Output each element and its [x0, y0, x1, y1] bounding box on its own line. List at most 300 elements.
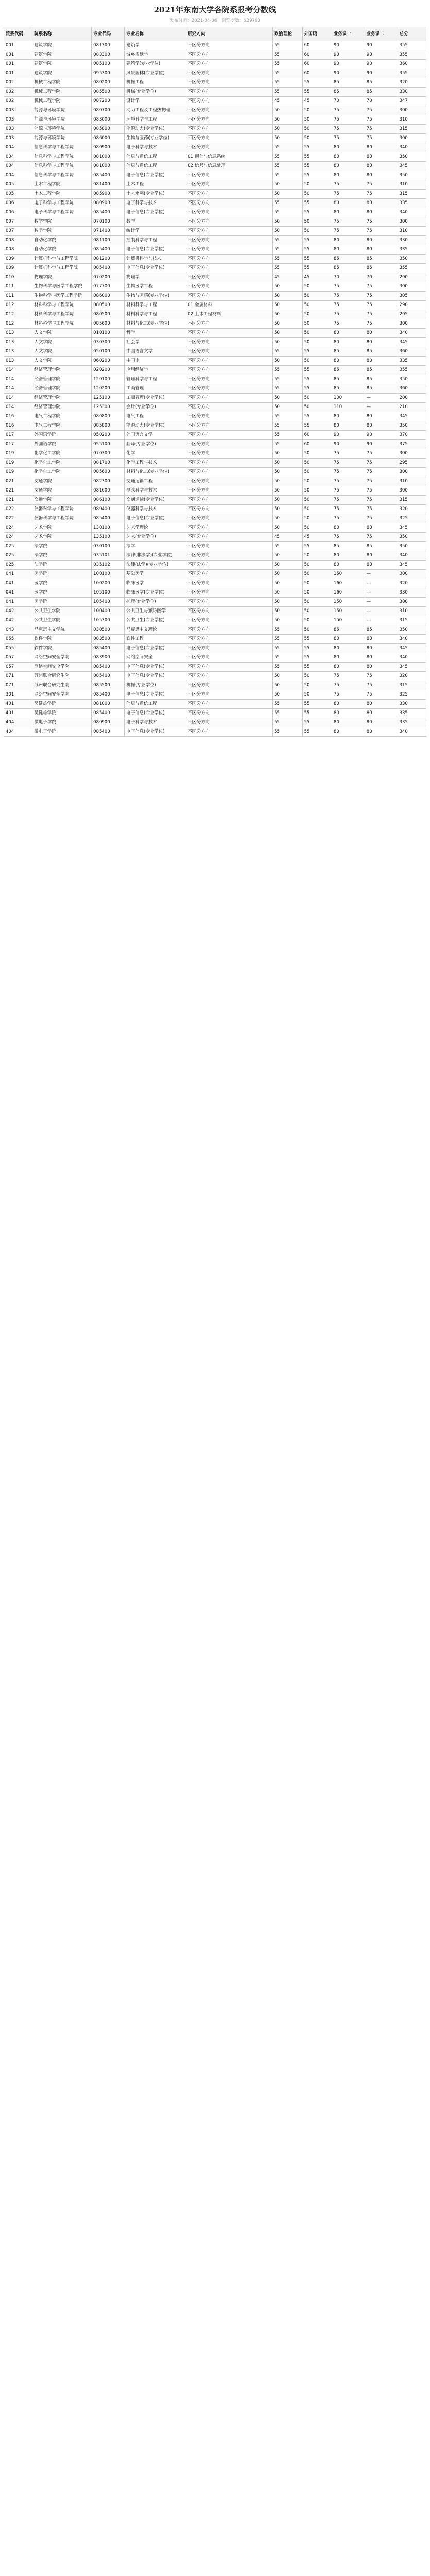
table-cell: 012	[4, 319, 32, 329]
table-cell: 083900	[92, 653, 125, 663]
table-cell: 80	[365, 421, 398, 431]
table-cell: 电子信息(专业学位)	[124, 663, 186, 672]
table-cell: 55	[273, 431, 302, 440]
table-row	[4, 644, 426, 653]
table-cell: 030100	[92, 542, 125, 551]
table-cell: 电子科学与技术	[124, 718, 186, 727]
table-row	[4, 50, 426, 60]
table-cell: 85	[365, 347, 398, 357]
table-cell: 006	[4, 208, 32, 217]
table-cell: 电子信息(专业学位)	[124, 514, 186, 523]
table-cell: 75	[365, 227, 398, 236]
table-cell: 85	[365, 88, 398, 97]
table-cell: 80	[365, 644, 398, 653]
table-row	[4, 477, 426, 486]
table-cell: 315	[398, 496, 426, 505]
table-cell: 材料科学与工程学院	[32, 301, 92, 310]
table-cell: 55	[273, 709, 302, 718]
table-cell: 315	[398, 125, 426, 134]
table-cell: 003	[4, 106, 32, 115]
table-cell: 网络空间安全	[124, 653, 186, 663]
table-cell: 75	[332, 125, 365, 134]
table-cell: 不区分方向	[186, 625, 273, 635]
table-cell: 50	[273, 570, 302, 579]
table-cell: 335	[398, 245, 426, 255]
table-cell: 不区分方向	[186, 440, 273, 449]
table-cell: 50	[273, 310, 302, 319]
table-cell: 电子信息(专业学位)	[124, 727, 186, 737]
table-cell: 081100	[92, 236, 125, 245]
table-cell: 城乡规划学	[124, 50, 186, 60]
table-cell: 不区分方向	[186, 681, 273, 690]
table-cell: 081000	[92, 162, 125, 171]
table-cell: 不区分方向	[186, 282, 273, 292]
table-row	[4, 607, 426, 616]
table-cell: 不区分方向	[186, 672, 273, 681]
table-cell: 70	[332, 97, 365, 106]
table-row	[4, 496, 426, 505]
table-cell: 机械工程学院	[32, 88, 92, 97]
table-cell: 350	[398, 255, 426, 264]
table-cell: 55	[302, 152, 332, 162]
table-cell: 中国语言文学	[124, 347, 186, 357]
table-cell: 085800	[92, 421, 125, 431]
table-cell: 083500	[92, 635, 125, 644]
table-cell: 50	[273, 180, 302, 190]
table-cell: 75	[332, 514, 365, 523]
table-cell: 80	[365, 236, 398, 245]
table-cell: 不区分方向	[186, 421, 273, 431]
table-cell: 材料与化工(专业学位)	[124, 319, 186, 329]
table-cell: 55	[273, 245, 302, 255]
table-row	[4, 542, 426, 551]
score-table	[4, 27, 426, 737]
table-cell: 不区分方向	[186, 97, 273, 106]
table-cell: 080900	[92, 199, 125, 208]
table-row	[4, 384, 426, 394]
table-cell: 50	[302, 459, 332, 468]
table-cell: 320	[398, 78, 426, 88]
table-cell: 030300	[92, 338, 125, 347]
column-header: 专业代码	[92, 27, 125, 41]
table-cell: 014	[4, 375, 32, 384]
table-cell: 50	[302, 672, 332, 681]
table-row	[4, 347, 426, 357]
table-cell: 50	[302, 292, 332, 301]
table-cell: 355	[398, 41, 426, 50]
column-header: 总分	[398, 27, 426, 41]
table-cell: 083300	[92, 50, 125, 60]
table-cell: 控制科学与工程	[124, 236, 186, 245]
table-cell: 电子信息(专业学位)	[124, 644, 186, 653]
table-cell: 45	[273, 273, 302, 282]
table-cell: 工商管理	[124, 384, 186, 394]
table-cell: 019	[4, 468, 32, 477]
table-cell: 不区分方向	[186, 319, 273, 329]
table-cell: 计算机科学与工程学院	[32, 264, 92, 273]
table-cell: 不区分方向	[186, 700, 273, 709]
table-cell: 80	[365, 162, 398, 171]
table-cell: 经济管理学院	[32, 366, 92, 375]
table-cell: 290	[398, 301, 426, 310]
table-cell: 50	[302, 106, 332, 115]
table-cell: 机械工程	[124, 78, 186, 88]
table-cell: 010	[4, 273, 32, 282]
table-cell: 315	[398, 681, 426, 690]
table-cell: 物理学院	[32, 273, 92, 282]
table-cell: 55	[302, 171, 332, 180]
table-cell: 350	[398, 421, 426, 431]
table-cell: 085600	[92, 319, 125, 329]
table-row	[4, 273, 426, 282]
table-cell: 325	[398, 690, 426, 700]
table-cell: 90	[365, 69, 398, 78]
table-cell: 011	[4, 292, 32, 301]
table-cell: 50	[302, 319, 332, 329]
table-cell: 75	[365, 514, 398, 523]
table-cell: 不区分方向	[186, 663, 273, 672]
table-cell: 55	[302, 255, 332, 264]
table-cell: 55	[273, 384, 302, 394]
column-header: 研究方向	[186, 27, 273, 41]
table-cell: 不区分方向	[186, 227, 273, 236]
table-cell: 80	[365, 635, 398, 644]
table-cell: 022	[4, 514, 32, 523]
table-cell: 042	[4, 607, 32, 616]
table-cell: 人文学院	[32, 347, 92, 357]
table-row	[4, 440, 426, 449]
table-cell: 不区分方向	[186, 542, 273, 551]
table-cell: 55	[302, 709, 332, 718]
table-cell: 管理科学与工程	[124, 375, 186, 384]
table-cell: 不区分方向	[186, 134, 273, 143]
table-cell: 环境科学与工程	[124, 115, 186, 125]
table-cell: 003	[4, 125, 32, 134]
table-cell: 75	[365, 115, 398, 125]
table-cell: 081000	[92, 152, 125, 162]
table-cell: 苏州联合研究生院	[32, 672, 92, 681]
table-cell: 50	[273, 523, 302, 533]
table-cell: 75	[332, 672, 365, 681]
table-cell: 002	[4, 97, 32, 106]
table-cell: 不区分方向	[186, 394, 273, 403]
table-cell: 55	[302, 384, 332, 394]
table-cell: 085400	[92, 672, 125, 681]
table-cell: 材料科学与工程学院	[32, 319, 92, 329]
table-row	[4, 227, 426, 236]
table-cell: 不区分方向	[186, 561, 273, 570]
table-cell: 085400	[92, 514, 125, 523]
table-cell: 外国语言文学	[124, 431, 186, 440]
table-cell: 350	[398, 152, 426, 162]
table-cell: 化学工程与技术	[124, 459, 186, 468]
table-cell: 75	[332, 449, 365, 459]
table-cell: 不区分方向	[186, 486, 273, 496]
table-row	[4, 709, 426, 718]
table-cell: 75	[332, 681, 365, 690]
table-cell: 生物医学工程	[124, 282, 186, 292]
table-cell: 不区分方向	[186, 635, 273, 644]
table-cell: 信息科学与工程学院	[32, 143, 92, 152]
table-cell: 071	[4, 681, 32, 690]
table-cell: 材料科学与工程	[124, 310, 186, 319]
table-cell: 数学	[124, 217, 186, 227]
table-cell: 60	[302, 69, 332, 78]
table-cell: 75	[332, 477, 365, 486]
table-cell: 335	[398, 199, 426, 208]
table-cell: 80	[365, 171, 398, 180]
table-cell: 能源动力(专业学位)	[124, 421, 186, 431]
table-cell: 50	[273, 486, 302, 496]
table-cell: 200	[398, 394, 426, 403]
table-cell: 086000	[92, 134, 125, 143]
table-cell: 345	[398, 561, 426, 570]
table-cell: 90	[365, 41, 398, 50]
column-header: 院系名称	[32, 27, 92, 41]
table-row	[4, 217, 426, 227]
table-cell: 085400	[92, 709, 125, 718]
column-header: 业务课二	[365, 27, 398, 41]
table-cell: 006	[4, 199, 32, 208]
column-header: 业务课一	[332, 27, 365, 41]
column-header: 专业名称	[124, 27, 186, 41]
table-cell: 75	[365, 533, 398, 542]
table-cell: 086000	[92, 292, 125, 301]
table-cell: 75	[365, 301, 398, 310]
table-row	[4, 394, 426, 403]
table-cell: 330	[398, 700, 426, 709]
table-cell: 交通运输(专业学位)	[124, 496, 186, 505]
table-cell: 化学化工学院	[32, 449, 92, 459]
table-cell: 不区分方向	[186, 143, 273, 152]
page-title: 2021年东南大学各院系报考分数线	[154, 5, 276, 14]
table-cell: 90	[365, 431, 398, 440]
table-cell: 电子科学与技术	[124, 143, 186, 152]
table-cell: 014	[4, 394, 32, 403]
table-cell: 经济管理学院	[32, 384, 92, 394]
table-cell: 150	[332, 607, 365, 616]
table-row	[4, 459, 426, 468]
table-cell: 不区分方向	[186, 180, 273, 190]
table-cell: 50	[302, 190, 332, 199]
table-cell: 086100	[92, 496, 125, 505]
table-cell: 45	[302, 273, 332, 282]
table-cell: 75	[365, 292, 398, 301]
table-cell: 不区分方向	[186, 366, 273, 375]
table-cell: 50	[273, 357, 302, 366]
table-cell: 70	[365, 273, 398, 282]
table-cell: 50	[273, 598, 302, 607]
table-cell: 004	[4, 143, 32, 152]
table-header-row	[4, 27, 426, 41]
table-cell: 85	[365, 375, 398, 384]
table-cell: 50	[302, 561, 332, 570]
table-cell: 340	[398, 653, 426, 663]
table-cell: 071	[4, 672, 32, 681]
table-cell: 50	[273, 579, 302, 588]
table-cell: 017	[4, 440, 32, 449]
table-cell: 信息科学与工程学院	[32, 171, 92, 180]
table-cell: 350	[398, 171, 426, 180]
table-cell: 55	[273, 347, 302, 357]
table-cell: 55	[273, 162, 302, 171]
table-cell: 55	[302, 635, 332, 644]
table-cell: 软件学院	[32, 644, 92, 653]
table-cell: 330	[398, 88, 426, 97]
table-cell: 50	[302, 625, 332, 635]
table-cell: 50	[273, 459, 302, 468]
table-row	[4, 171, 426, 180]
table-cell: 50	[302, 357, 332, 366]
table-cell: 不区分方向	[186, 199, 273, 208]
table-cell: —	[365, 403, 398, 412]
table-row	[4, 190, 426, 199]
table-cell: 085800	[92, 125, 125, 134]
table-cell: 50	[302, 310, 332, 319]
table-cell: 75	[332, 319, 365, 329]
table-cell: 不区分方向	[186, 347, 273, 357]
table-cell: 035101	[92, 551, 125, 561]
table-cell: 50	[273, 505, 302, 514]
table-row	[4, 635, 426, 644]
table-cell: 401	[4, 709, 32, 718]
table-cell: 数学学院	[32, 227, 92, 236]
table-cell: 土木工程学院	[32, 180, 92, 190]
table-cell: 70	[332, 273, 365, 282]
table-cell: 不区分方向	[186, 616, 273, 625]
table-cell: 生物与医药(专业学位)	[124, 292, 186, 301]
table-cell: 50	[273, 690, 302, 700]
table-cell: —	[365, 598, 398, 607]
table-row	[4, 162, 426, 171]
table-cell: 55	[302, 718, 332, 727]
table-cell: 80	[365, 245, 398, 255]
table-cell: 75	[332, 459, 365, 468]
table-cell: 050100	[92, 347, 125, 357]
table-cell: 375	[398, 440, 426, 449]
table-cell: 300	[398, 570, 426, 579]
table-row	[4, 551, 426, 561]
table-cell: 85	[332, 255, 365, 264]
table-cell: 085100	[92, 60, 125, 69]
table-cell: 55	[302, 366, 332, 375]
table-cell: 土木工程	[124, 180, 186, 190]
table-cell: 不区分方向	[186, 588, 273, 598]
table-row	[4, 125, 426, 134]
table-cell: 080700	[92, 106, 125, 115]
table-cell: —	[365, 394, 398, 403]
table-cell: 002	[4, 78, 32, 88]
table-cell: 75	[332, 106, 365, 115]
table-cell: 300	[398, 134, 426, 143]
table-cell: 080400	[92, 505, 125, 514]
table-cell: 85	[332, 542, 365, 551]
table-cell: 085400	[92, 644, 125, 653]
table-cell: 50	[302, 486, 332, 496]
table-cell: 070300	[92, 449, 125, 459]
table-cell: 300	[398, 598, 426, 607]
table-cell: 080900	[92, 143, 125, 152]
table-cell: 055	[4, 644, 32, 653]
table-cell: 医学院	[32, 588, 92, 598]
table-cell: 320	[398, 672, 426, 681]
table-cell: 软件学院	[32, 635, 92, 644]
table-cell: 不区分方向	[186, 384, 273, 394]
table-cell: 不区分方向	[186, 709, 273, 718]
table-cell: 物理学	[124, 273, 186, 282]
table-cell: 041	[4, 588, 32, 598]
table-cell: 100100	[92, 570, 125, 579]
table-cell: 085600	[92, 468, 125, 477]
table-cell: 150	[332, 616, 365, 625]
table-cell: 信息与通信工程	[124, 152, 186, 162]
table-row	[4, 412, 426, 421]
table-cell: 能源与环境学院	[32, 106, 92, 115]
table-cell: 艺术学理论	[124, 523, 186, 533]
table-cell: 网络空间安全学院	[32, 653, 92, 663]
table-cell: 360	[398, 347, 426, 357]
table-cell: 50	[302, 496, 332, 505]
table-cell: 50	[302, 403, 332, 412]
table-cell: 080900	[92, 718, 125, 727]
table-cell: 003	[4, 115, 32, 125]
table-cell: 019	[4, 449, 32, 459]
table-cell: 02 土木工程材料	[186, 310, 273, 319]
table-cell: 不区分方向	[186, 598, 273, 607]
table-cell: 不区分方向	[186, 41, 273, 50]
table-cell: 081600	[92, 486, 125, 496]
table-cell: 340	[398, 143, 426, 152]
table-cell: 不区分方向	[186, 403, 273, 412]
table-cell: 002	[4, 88, 32, 97]
table-cell: 60	[302, 41, 332, 50]
table-cell: 社会学	[124, 338, 186, 347]
table-cell: 艺术学院	[32, 523, 92, 533]
table-cell: 不区分方向	[186, 88, 273, 97]
table-cell: 340	[398, 551, 426, 561]
table-cell: 55	[302, 88, 332, 97]
table-cell: 085400	[92, 727, 125, 737]
table-cell: 011	[4, 282, 32, 292]
table-cell: 087200	[92, 97, 125, 106]
table-cell: 50	[273, 514, 302, 523]
table-cell: 75	[365, 282, 398, 292]
table-cell: 75	[365, 180, 398, 190]
table-cell: 345	[398, 523, 426, 533]
table-cell: 75	[365, 134, 398, 143]
table-cell: 310	[398, 477, 426, 486]
table-cell: 不区分方向	[186, 570, 273, 579]
table-cell: 不区分方向	[186, 644, 273, 653]
table-cell: 083000	[92, 115, 125, 125]
table-cell: 80	[332, 357, 365, 366]
table-cell: 80	[332, 329, 365, 338]
table-cell: 55	[302, 78, 332, 88]
table-row	[4, 357, 426, 366]
table-cell: 80	[365, 561, 398, 570]
table-row	[4, 505, 426, 514]
table-row	[4, 616, 426, 625]
table-cell: 吴健雄学院	[32, 709, 92, 718]
table-cell: 90	[365, 60, 398, 69]
table-cell: 50	[273, 616, 302, 625]
table-cell: 90	[332, 50, 365, 60]
table-cell: 75	[332, 115, 365, 125]
table-cell: 301	[4, 690, 32, 700]
table-cell: 75	[365, 681, 398, 690]
table-cell: 不区分方向	[186, 50, 273, 60]
table-cell: 100400	[92, 607, 125, 616]
